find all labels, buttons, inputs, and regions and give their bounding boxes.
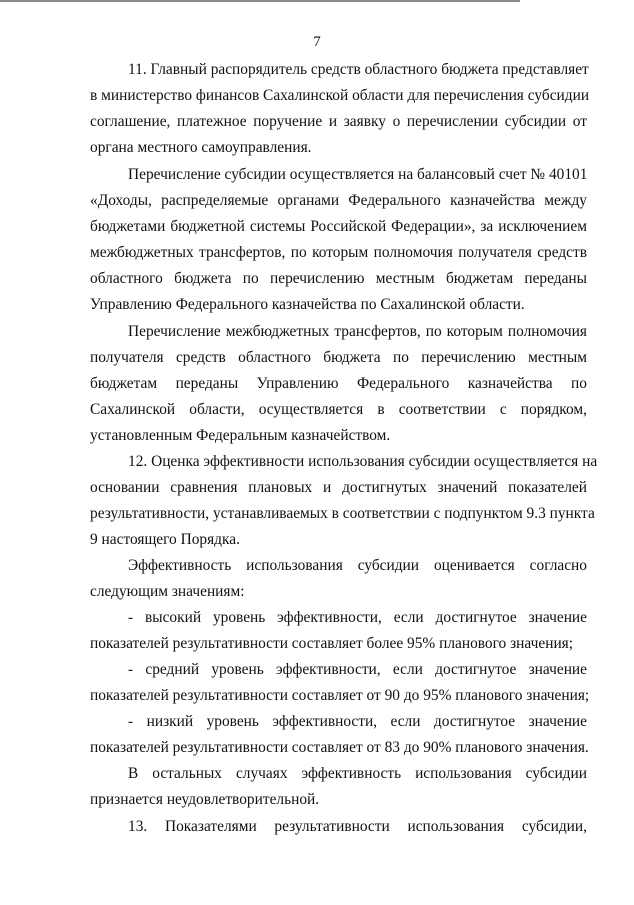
text-line: Эффективность использования субсидии оценивается согласно: [128, 557, 587, 574]
text-line: Управлению Федерального казначейства по Сахалинской области.: [90, 296, 525, 313]
text-line: показателей результативности составляет более 95% планового значения;: [90, 635, 574, 652]
text-line: 13. Показателями результативности использования субсидии,: [128, 818, 587, 835]
text-line: Перечисление субсидии осуществляется на балансовый счет № 40101: [128, 166, 588, 183]
text-line: следующим значениям:: [90, 583, 245, 600]
text-line: основании сравнения плановых и достигнутых значений показателей: [90, 479, 587, 496]
top-rule: [0, 0, 520, 2]
text-line: показателей результативности составляет от 90 до 95% планового значения;: [90, 687, 590, 704]
text-line: «Доходы, распределяемые органами Федерального казначейства между: [90, 192, 587, 209]
text-line: - низкий уровень эффективности, если достигнутое значение: [128, 713, 587, 730]
text-line: признается неудовлетворительной.: [90, 791, 320, 808]
text-line: установленным Федеральным казначейством.: [90, 427, 391, 444]
text-line: бюджетам переданы Управлению Федерального казначейства по: [90, 375, 587, 392]
text-line: показателей результативности составляет от 83 до 90% планового значения.: [90, 739, 589, 756]
text-line: 12. Оценка эффективности использования субсидии осуществляется на: [128, 453, 598, 470]
text-line: соглашение, платежное поручение и заявку о перечислении субсидии от: [90, 113, 587, 130]
text-line: получателя средств областного бюджета по перечислению местным: [90, 349, 587, 366]
text-line: межбюджетных трансфертов, по которым полномочия получателя средств: [90, 244, 587, 261]
text-line: - высокий уровень эффективности, если достигнутое значение: [128, 609, 587, 626]
text-line: Сахалинской области, осуществляется в соответствии с порядком,: [90, 401, 587, 418]
page-number: 7: [313, 34, 321, 50]
text-line: 11. Главный распорядитель средств областного бюджета представляет: [128, 61, 589, 78]
text-line: 9 настоящего Порядка.: [90, 531, 240, 548]
text-line: органа местного самоуправления.: [90, 139, 312, 156]
text-line: в министерство финансов Сахалинской области для перечисления субсидии: [90, 87, 590, 104]
text-line: Перечисление межбюджетных трансфертов, по которым полномочия: [128, 323, 587, 340]
text-line: областного бюджета по перечислению местным бюджетам переданы: [90, 270, 587, 287]
text-line: - средний уровень эффективности, если достигнутое значение: [128, 661, 587, 678]
text-line: результативности, устанавливаемых в соответствии с подпунктом 9.3 пункта: [90, 505, 595, 522]
text-line: бюджетами бюджетной системы Российской Федерации», за исключением: [90, 218, 587, 235]
text-line: В остальных случаях эффективность использования субсидии: [128, 765, 587, 782]
